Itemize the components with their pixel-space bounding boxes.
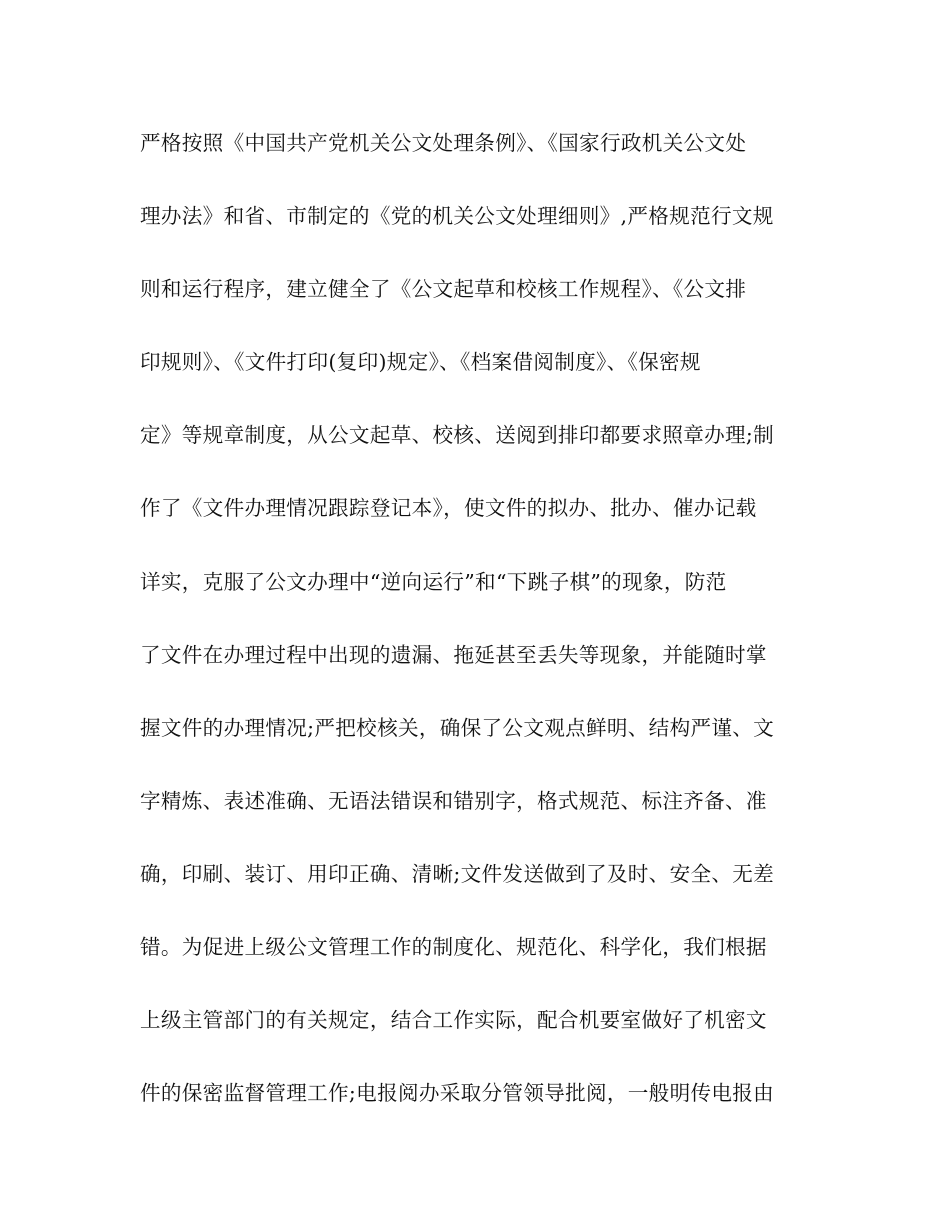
- text-line: 上级主管部门的有关规定，结合工作实际，配合机要室做好了机密文: [140, 1008, 767, 1033]
- text-line: 详实，克服了公文办理中“逆向运行”和“下跳子棋”的现象，防范: [140, 569, 727, 594]
- text-line: 印规则》、《文件打印(复印)规定》、《档案借阅制度》、《保密规: [140, 350, 701, 375]
- text-line: 字精炼、表述准确、无语法错误和错别字，格式规范、标注齐备、准: [140, 788, 767, 813]
- text-line: 作了《文件办理情况跟踪登记本》，使文件的拟办、批办、催办记载: [140, 496, 757, 521]
- text-line: 确，印刷、装订、用印正确、清晰;文件发送做到了及时、安全、无差: [140, 861, 775, 886]
- text-line: 握文件的办理情况;严把校核关，确保了公文观点鲜明、结构严谨、文: [140, 715, 775, 740]
- text-line: 了文件在办理过程中出现的遗漏、拖延甚至丢失等现象，并能随时掌: [140, 642, 767, 667]
- text-line: 定》等规章制度，从公文起草、校核、送阅到排印都要求照章办理;制: [140, 423, 775, 448]
- text-line: 则和运行程序，建立健全了《公文起草和校核工作规程》、《公文排: [140, 277, 747, 302]
- text-line: 件的保密监督管理工作;电报阅办采取分管领导批阅，一般明传电报由: [140, 1081, 775, 1106]
- body-text: [140, 118, 820, 1141]
- text-line: 理办法》和省、市制定的《党的机关公文处理细则》,严格规范行文规: [140, 204, 774, 229]
- text-line: 严格按照《中国共产党机关公文处理条例》、《国家行政机关公文处: [140, 131, 747, 155]
- text-line: 错。为促进上级公文管理工作的制度化、规范化、科学化，我们根据: [140, 935, 767, 960]
